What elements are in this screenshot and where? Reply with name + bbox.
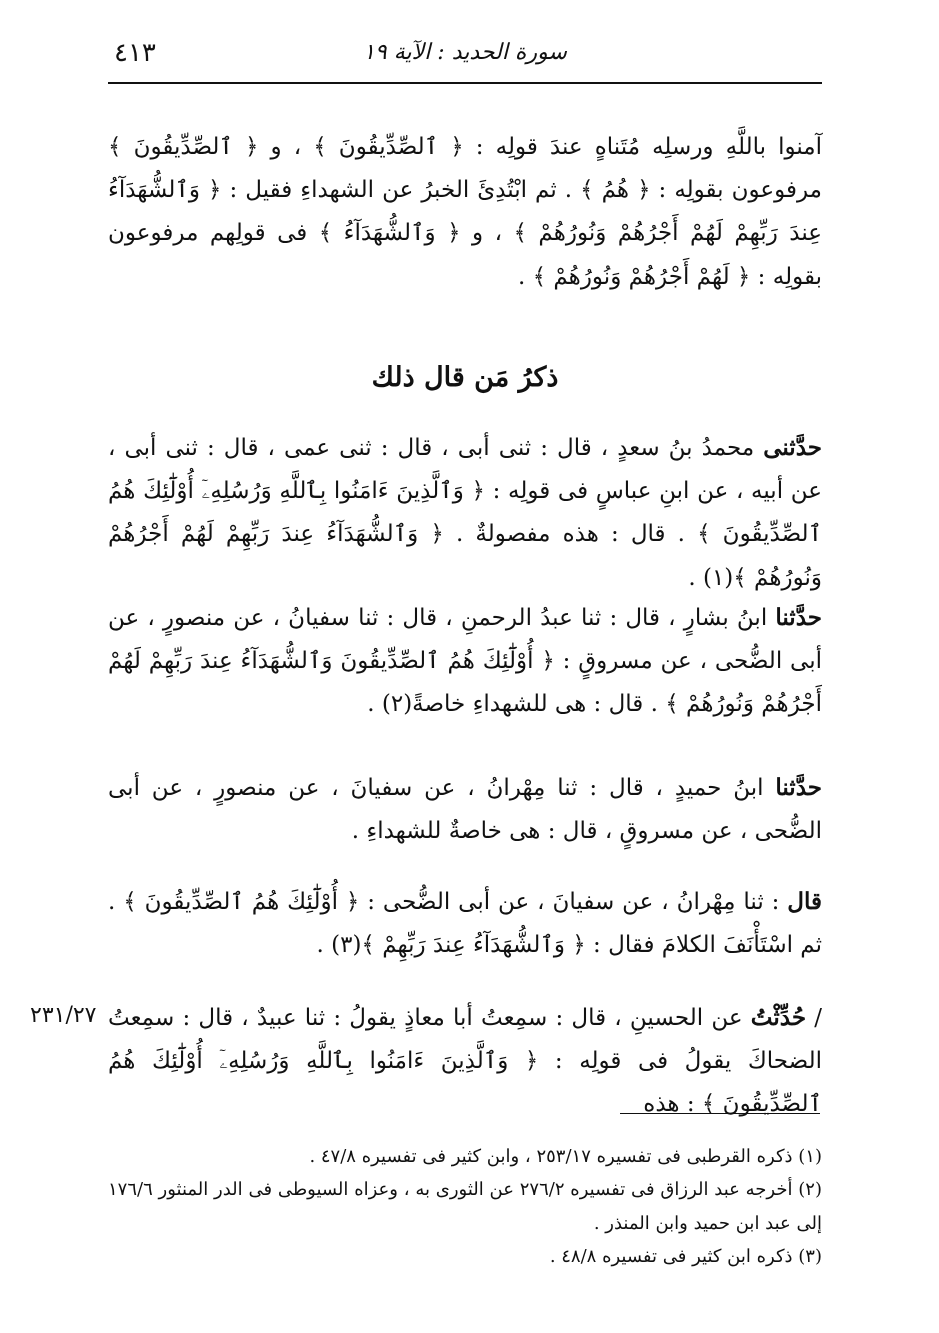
narration-text: محمدُ بنُ سعدٍ ، قال : ثنى أبى ، قال : ثنى عمى ، قال : ثنى أبى ، عن أبيه ، عن ابنِ عباسٍ فى قولِه : ﴿ وَٱلَّذِينَ ءَامَنُوا بِٱللَّهِ وَرُسُلِهِۦٓ أُوْلَٰٓئِكَ هُمُ ٱلصِّدِّيقُونَ ﴾ . قال : هذه مفصولةٌ . ﴿ وَٱلشُّهَدَآءُ عِندَ رَبِّهِمْ لَهُمْ أَجْرُهُمْ وَنُورُهُمْ ﴾(١) . bbox=[108, 435, 822, 591]
narration-text: : ثنا مِهْرانُ ، عن سفيانَ ، عن أبى الضُّحى : ﴿ أُوْلَٰٓئِكَ هُمُ ٱلصِّدِّيقُونَ ﴾ . ثم اسْتَأْنَفَ الكلامَ فقال : ﴿ وَٱلشُّهَدَآءُ عِندَ رَبِّهِمْ ﴾(٣) . bbox=[108, 889, 822, 959]
narration-lead: حدَّثنا bbox=[775, 604, 822, 631]
footnote-3: (٣) ذكره ابن كثير فى تفسيره ٤٨/٨ . bbox=[549, 1245, 822, 1267]
paragraph-narration-1 bbox=[108, 426, 822, 600]
paragraph-narration-5 bbox=[108, 996, 822, 1127]
running-title: سورة الحديد : الآية ١٩ bbox=[363, 40, 567, 65]
narration-lead: حدَّثنى bbox=[763, 434, 822, 461]
footnotes bbox=[108, 1140, 822, 1273]
section-heading: ذكرُ مَن قال ذلك bbox=[371, 362, 559, 393]
paragraph-intro: آمنوا باللَّهِ ورسلِه مُتَناهٍ عندَ قولِه : ﴿ ٱلصِّدِّيقُونَ ﴾ ، و ﴿ ٱلصِّدِّيقُونَ ﴾ مرفوعون بقولِه : ﴿ هُمُ ﴾ . ثم ابْتُدِئَ الخبرُ عن الشهداءِ فقيل : ﴿ وَٱلشُّهَدَآءُ عِندَ رَبِّهِمْ لَهُمْ أَجْرُهُمْ وَنُورُهُمْ ﴾ ، و ﴿ وَٱلشُّهَدَآءُ ﴾ فى قولِهم مرفوعون بقولِه : ﴿ لَهُمْ أَجْرُهُمْ وَنُورُهُمْ ﴾ . bbox=[108, 134, 822, 290]
paragraph-narration-4 bbox=[108, 880, 822, 967]
footnote-2: (٢) أخرجه عبد الرزاق فى تفسيره ٢٧٦/٢ عن الثورى به ، وعزاه السيوطى فى الدر المنثور ١٧٦/٦ إلى عبد ابن حميد وابن المنذر . bbox=[108, 1179, 822, 1234]
footnote-divider bbox=[620, 1113, 820, 1114]
page-number: ٤١٣ bbox=[114, 38, 156, 68]
paragraph-narration-2 bbox=[108, 596, 822, 727]
narration-text: ابنُ بشارٍ ، قال : ثنا عبدُ الرحمنِ ، قال : ثنا سفيانُ ، عن منصورٍ ، عن أبى الضُّحى ، عن مسروقٍ : ﴿ أُوْلَٰٓئِكَ هُمُ ٱلصِّدِّيقُونَ وَٱلشُّهَدَآءُ عِندَ رَبِّهِمْ لَهُمْ أَجْرُهُمْ وَنُورُهُمْ ﴾ . قال : هى للشهداءِ خاصةً(٢) . bbox=[108, 605, 822, 718]
volume-break-marker: / bbox=[806, 1005, 822, 1031]
narration-lead: قال bbox=[787, 888, 822, 915]
margin-reference: ٢٣١/٢٧ bbox=[30, 1003, 97, 1028]
narration-text: عن الحسينِ ، قال : سمِعتُ أبا معاذٍ يقولُ : ثنا عبيدٌ ، قال : سمِعتُ الضحاكَ يقولُ فى قولِه : ﴿ وَٱلَّذِينَ ءَامَنُوا بِٱللَّهِ وَرُسُلِهِۦٓ أُوْلَٰٓئِكَ هُمُ ٱلصِّدِّيقُونَ ﴾ : هذه bbox=[108, 1005, 822, 1118]
narration-text: ابنُ حميدٍ ، قال : ثنا مِهْرانُ ، عن سفيانَ ، عن منصورٍ ، عن أبى الضُّحى ، عن مسروقٍ ، قال : هى خاصةٌ للشهداءِ . bbox=[108, 775, 822, 845]
paragraph-narration-3 bbox=[108, 766, 822, 853]
narration-lead: حدَّثنا bbox=[775, 774, 822, 801]
page-header bbox=[108, 38, 822, 84]
footnote-1: (١) ذكره القرطبى فى تفسيره ٢٥٣/١٧ ، وابن كثير فى تفسيره ٤٧/٨ . bbox=[309, 1146, 822, 1167]
narration-lead: حُدِّثْتُ bbox=[750, 1004, 807, 1031]
